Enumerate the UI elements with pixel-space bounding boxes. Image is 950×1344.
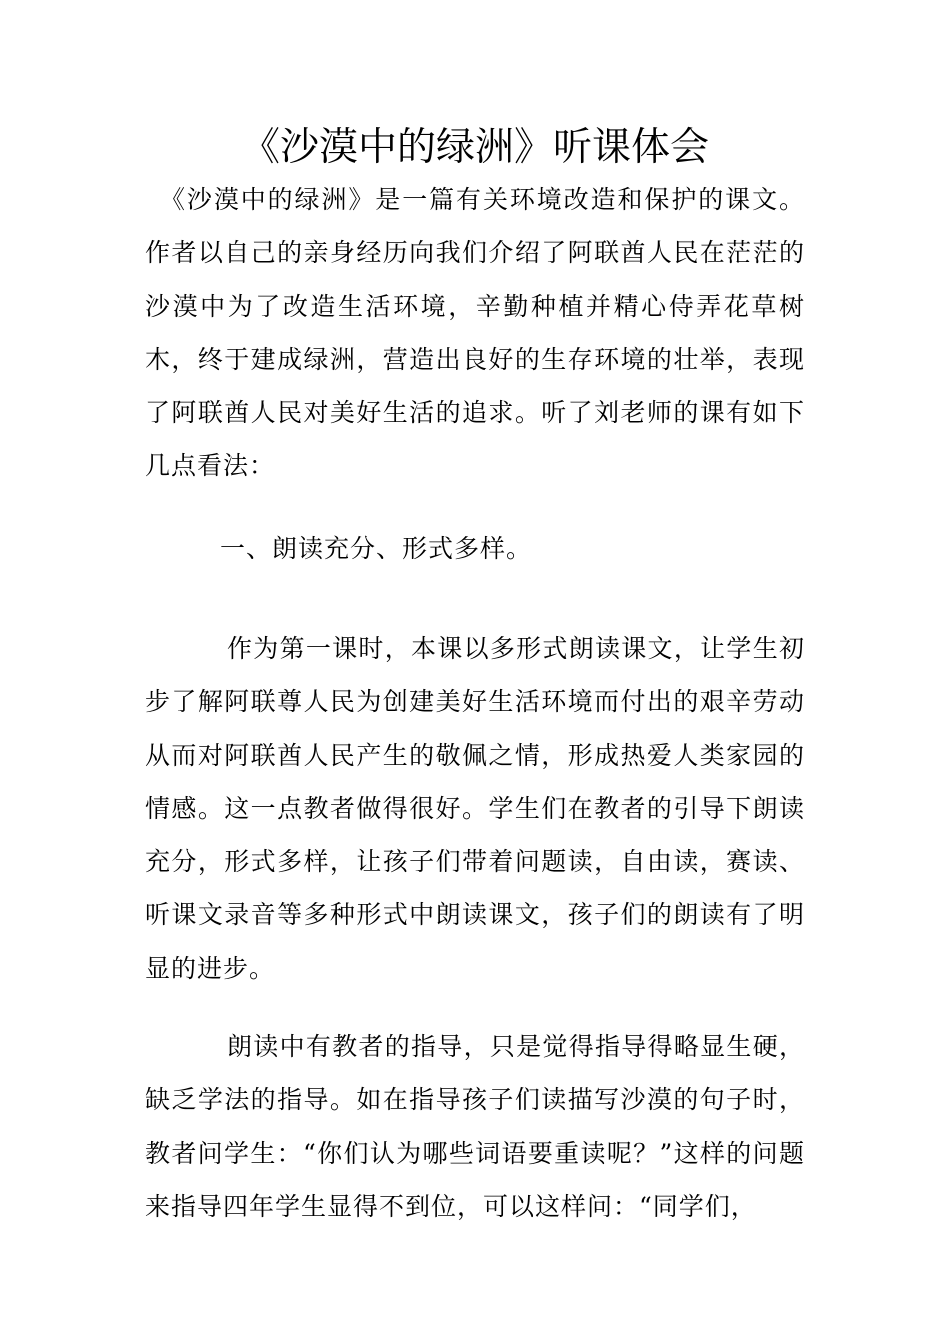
body-paragraph-reading: 作为第一课时，本课以多形式朗读课文，让学生初步了解阿联尊人民为创建美好生活环境而付出的艰辛劳动从而对阿联酋人民产生的敬佩之情，形成热爱人类家园的情感。这一点教者做得很好。学生们在教者的引导下朗读充分，形式多样，让孩子们带着问题读，自由读，赛读、听课文录音等多种形式中朗读课文，孩子们的朗读有了明显的进步。 xyxy=(145,634,805,983)
document-title: 《沙漠中的绿洲》听课体会 xyxy=(240,125,709,170)
intro-paragraph: 《沙漠中的绿洲》是一篇有关环境改造和保护的课文。作者以自己的亲身经历向我们介绍了阿联酋人民在茫茫的沙漠中为了改造生活环境，辛勤种植并精心侍弄花草树木，终于建成绿洲，营造出良好的生存环境的壮举，表现了阿联酋人民对美好生活的追求。听了刘老师的课有如下几点看法： xyxy=(145,185,805,481)
section-heading-1: 一、朗读充分、形式多样。 xyxy=(220,534,533,563)
body-paragraph-guidance: 朗读中有教者的指导，只是觉得指导得略显生硬，缺乏学法的指导。如在指导孩子们读描写沙漠的句子时，教者问学生：“你们认为哪些词语要重读呢？”这样的问题来指导四年学生显得不到位，可以这样问：“同学们， xyxy=(145,1032,805,1221)
